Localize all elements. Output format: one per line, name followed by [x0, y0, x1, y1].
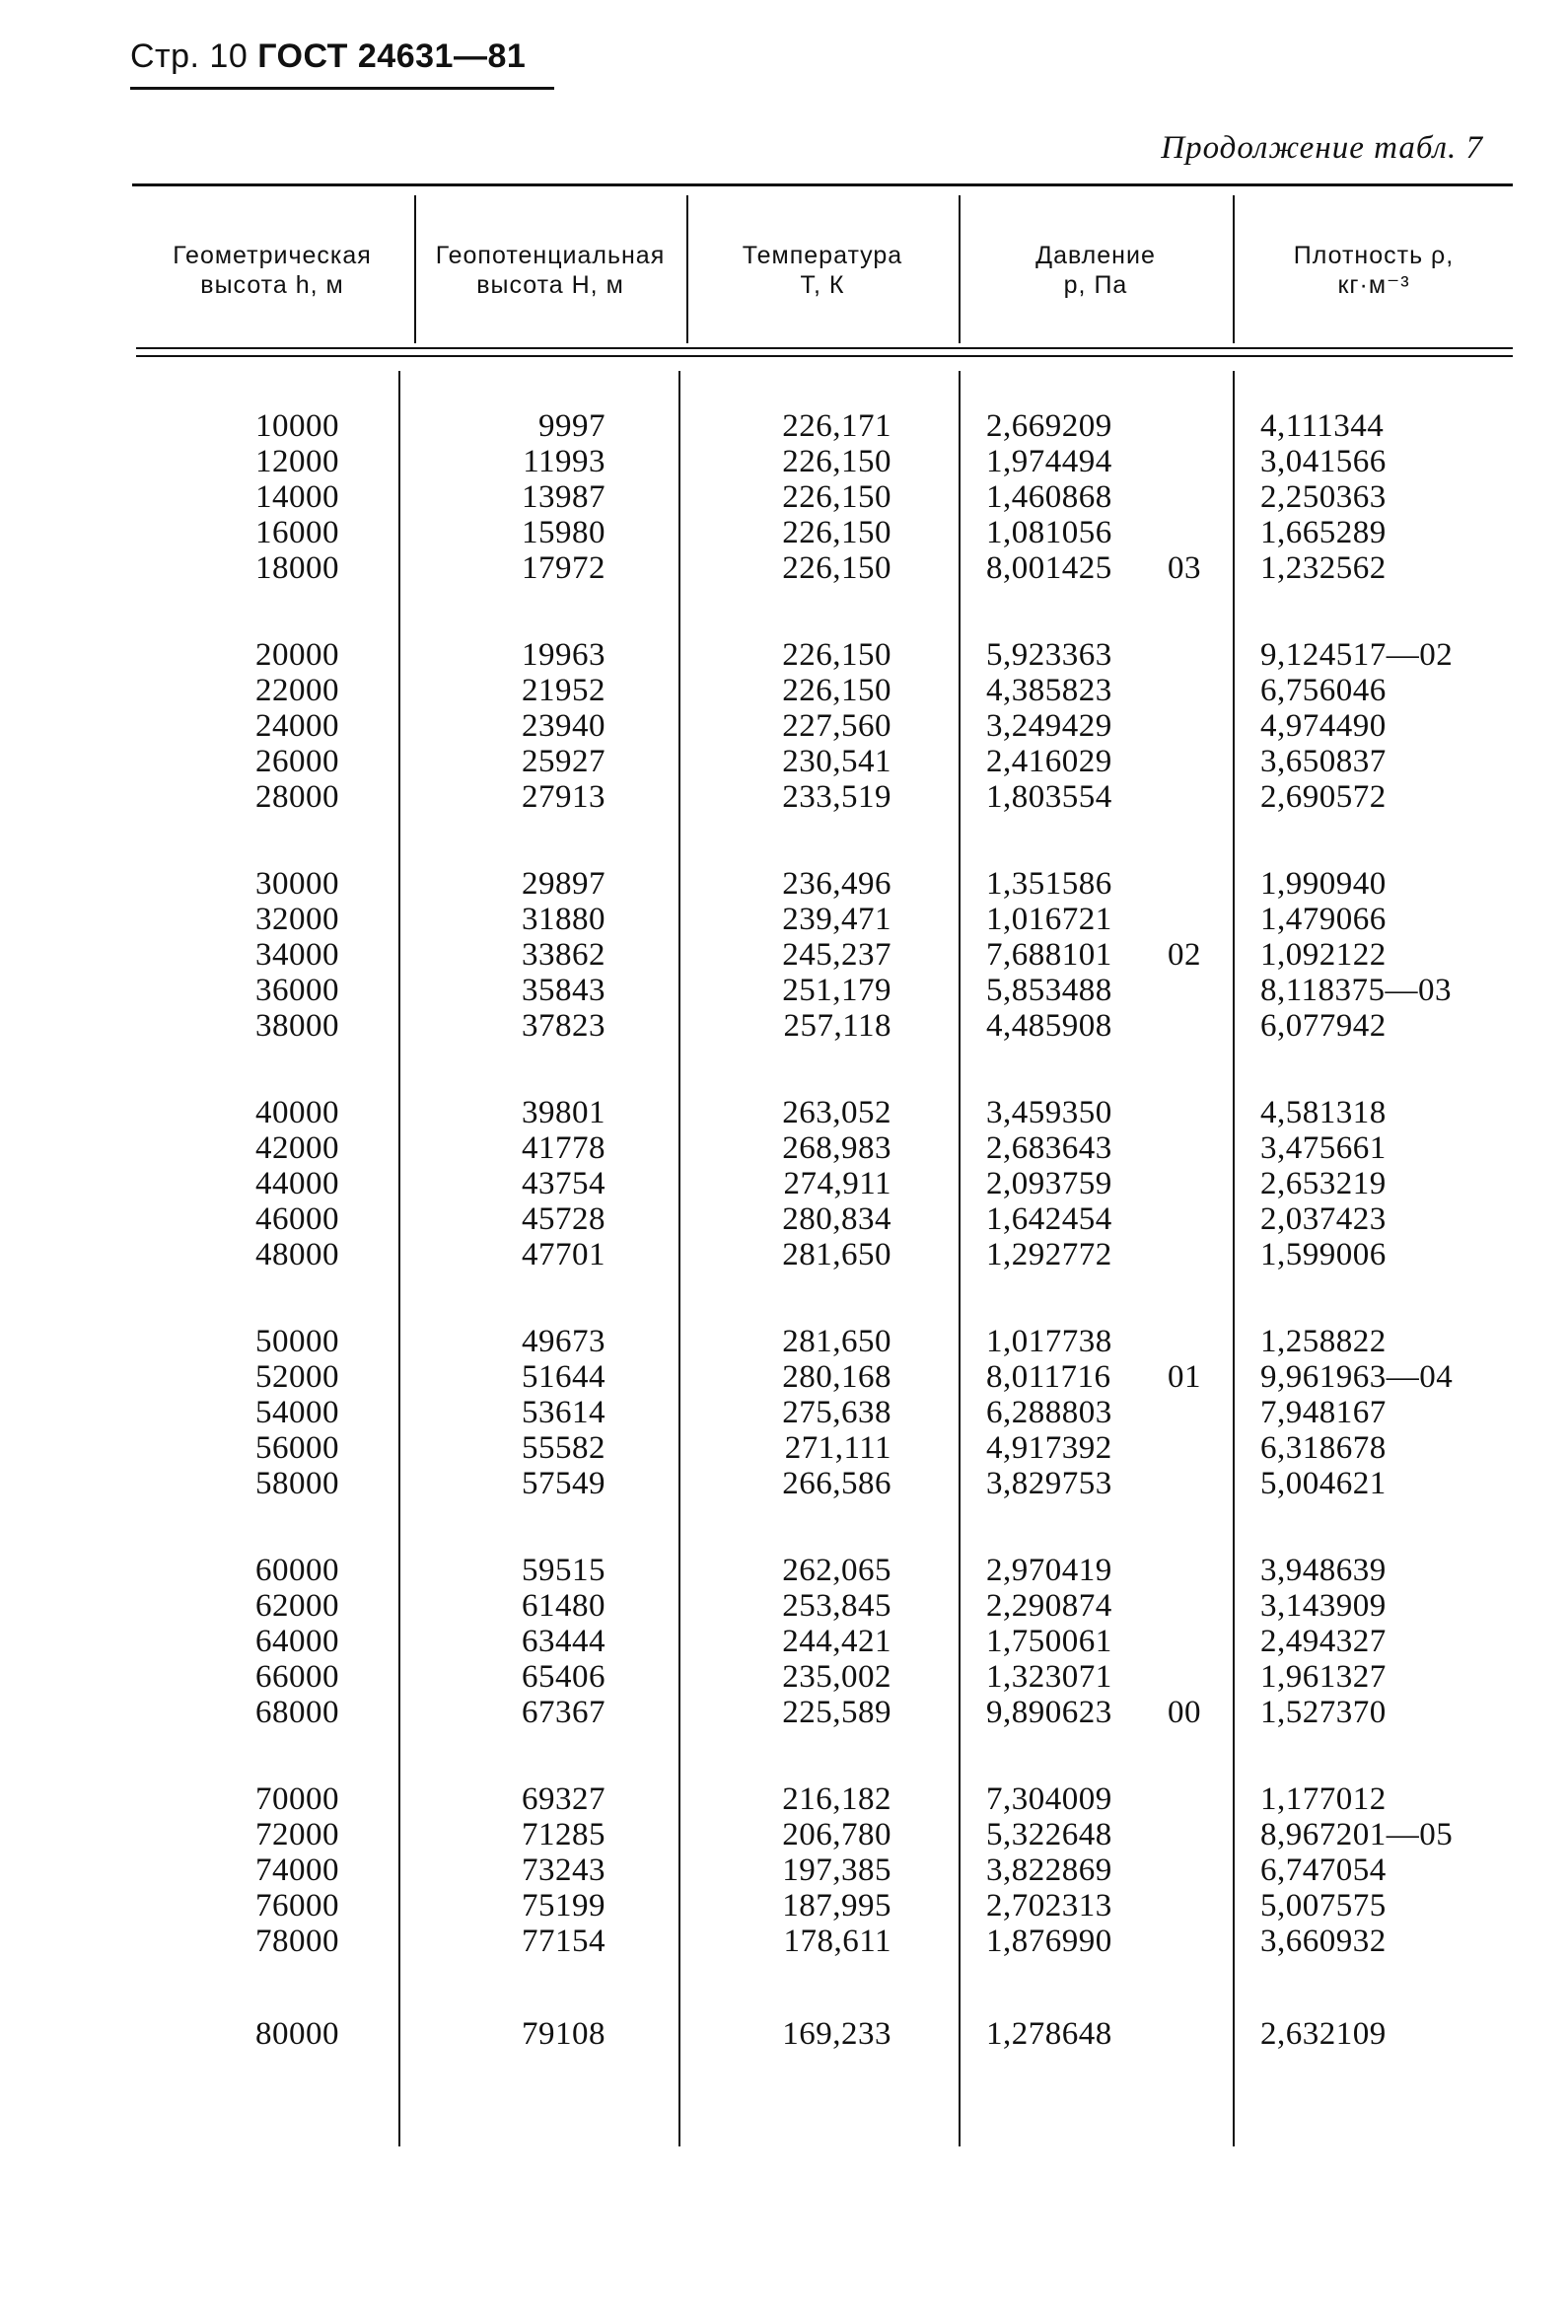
cell-density: 3,041566	[1260, 444, 1387, 479]
cell-temperature: 253,845	[782, 1588, 891, 1624]
cell-pressure: 2,669209	[986, 408, 1112, 444]
header-p-line1: Давление	[1035, 242, 1156, 269]
cell-density: 1,599006	[1260, 1237, 1387, 1272]
cell-density: 3,948639	[1260, 1553, 1387, 1588]
cell-temperature: 262,065	[782, 1553, 891, 1588]
cell-geopotential-altitude: 77154	[522, 1924, 606, 1959]
cell-geometric-altitude: 24000	[255, 708, 339, 744]
cell-pressure-exponent: 00	[1168, 1695, 1201, 1730]
cell-temperature: 239,471	[782, 902, 891, 937]
cell-geometric-altitude: 76000	[255, 1888, 339, 1924]
cell-geopotential-altitude: 19963	[522, 637, 606, 673]
cell-temperature: 245,237	[782, 937, 891, 973]
cell-density: 6,756046	[1260, 673, 1387, 708]
cell-temperature: 169,233	[782, 2016, 891, 2052]
cell-density: 2,494327	[1260, 1624, 1387, 1659]
cell-pressure-exponent: 02	[1168, 937, 1201, 973]
cell-pressure: 1,974494	[986, 444, 1112, 479]
cell-geopotential-altitude: 45728	[522, 1201, 606, 1237]
cell-density: 8,967201—05	[1260, 1817, 1454, 1852]
cell-pressure: 1,351586	[986, 866, 1112, 902]
cell-geometric-altitude: 54000	[255, 1395, 339, 1430]
cell-geometric-altitude: 32000	[255, 902, 339, 937]
cell-geopotential-altitude: 15980	[522, 515, 606, 550]
header-bottom-rule-double	[136, 355, 1513, 357]
cell-geometric-altitude: 64000	[255, 1624, 339, 1659]
table-top-rule	[132, 183, 1513, 186]
cell-temperature: 251,179	[782, 973, 891, 1008]
cell-pressure-exponent: 03	[1168, 550, 1201, 586]
cell-pressure: 4,917392	[986, 1430, 1112, 1466]
cell-geopotential-altitude: 55582	[522, 1430, 606, 1466]
cell-pressure: 9,890623	[986, 1695, 1112, 1730]
cell-geometric-altitude: 18000	[255, 550, 339, 586]
cell-pressure: 8,001425	[986, 550, 1112, 586]
cell-pressure: 1,460868	[986, 479, 1112, 515]
cell-geopotential-altitude: 59515	[522, 1553, 606, 1588]
cell-pressure: 1,017738	[986, 1324, 1112, 1359]
cell-pressure: 5,322648	[986, 1817, 1112, 1852]
cell-geometric-altitude: 44000	[255, 1166, 339, 1201]
cell-pressure: 2,702313	[986, 1888, 1112, 1924]
standard-number: ГОСТ 24631—81	[257, 37, 527, 75]
cell-pressure: 2,290874	[986, 1588, 1112, 1624]
cell-temperature: 226,171	[782, 408, 891, 444]
cell-pressure: 5,853488	[986, 973, 1112, 1008]
cell-temperature: 274,911	[783, 1166, 891, 1201]
cell-temperature: 257,118	[783, 1008, 891, 1044]
header-geometric-altitude	[132, 241, 412, 300]
cell-geopotential-altitude: 79108	[522, 2016, 606, 2052]
cell-pressure: 1,876990	[986, 1924, 1112, 1959]
cell-geopotential-altitude: 25927	[522, 744, 606, 779]
cell-temperature: 233,519	[782, 779, 891, 815]
cell-pressure: 2,683643	[986, 1130, 1112, 1166]
cell-geometric-altitude: 56000	[255, 1430, 339, 1466]
column-divider	[398, 371, 400, 2146]
cell-temperature: 226,150	[782, 479, 891, 515]
cell-geometric-altitude: 22000	[255, 673, 339, 708]
cell-geopotential-altitude: 73243	[522, 1852, 606, 1888]
cell-temperature: 236,496	[782, 866, 891, 902]
cell-temperature: 281,650	[782, 1237, 891, 1272]
cell-temperature: 216,182	[782, 1781, 891, 1817]
cell-density: 2,250363	[1260, 479, 1387, 515]
header-H-line2: высота H, м	[476, 271, 624, 299]
cell-pressure: 3,829753	[986, 1466, 1112, 1501]
cell-density: 3,650837	[1260, 744, 1387, 779]
cell-density: 6,077942	[1260, 1008, 1387, 1044]
cell-density: 2,037423	[1260, 1201, 1387, 1237]
cell-geometric-altitude: 46000	[255, 1201, 339, 1237]
header-T-line2: T, К	[800, 271, 845, 299]
cell-geometric-altitude: 52000	[255, 1359, 339, 1395]
cell-geopotential-altitude: 57549	[522, 1466, 606, 1501]
cell-geometric-altitude: 14000	[255, 479, 339, 515]
cell-geopotential-altitude: 63444	[522, 1624, 606, 1659]
header-rho-line1: Плотность ρ,	[1293, 242, 1455, 269]
cell-temperature: 226,150	[782, 515, 891, 550]
cell-temperature: 235,002	[782, 1659, 891, 1695]
cell-density: 6,318678	[1260, 1430, 1387, 1466]
atmosphere-table	[132, 183, 1513, 2156]
cell-pressure: 3,459350	[986, 1095, 1112, 1130]
cell-density: 1,990940	[1260, 866, 1387, 902]
cell-geometric-altitude: 68000	[255, 1695, 339, 1730]
cell-temperature: 280,168	[782, 1359, 891, 1395]
cell-pressure: 1,803554	[986, 779, 1112, 815]
cell-geopotential-altitude: 47701	[522, 1237, 606, 1272]
cell-density: 1,665289	[1260, 515, 1387, 550]
cell-pressure: 4,385823	[986, 673, 1112, 708]
cell-geometric-altitude: 60000	[255, 1553, 339, 1588]
page-header	[130, 37, 526, 76]
cell-temperature: 268,983	[782, 1130, 891, 1166]
cell-geopotential-altitude: 17972	[522, 550, 606, 586]
cell-geopotential-altitude: 35843	[522, 973, 606, 1008]
header-rule	[130, 87, 554, 90]
cell-density: 4,111344	[1260, 408, 1385, 444]
cell-geometric-altitude: 66000	[255, 1659, 339, 1695]
cell-temperature: 275,638	[782, 1395, 891, 1430]
cell-density: 9,124517—02	[1260, 637, 1454, 673]
cell-geopotential-altitude: 23940	[522, 708, 606, 744]
cell-density: 6,747054	[1260, 1852, 1387, 1888]
cell-geopotential-altitude: 37823	[522, 1008, 606, 1044]
cell-temperature: 266,586	[782, 1466, 891, 1501]
cell-geopotential-altitude: 61480	[522, 1588, 606, 1624]
cell-geopotential-altitude: 31880	[522, 902, 606, 937]
cell-geometric-altitude: 30000	[255, 866, 339, 902]
cell-pressure: 1,323071	[986, 1659, 1112, 1695]
cell-geopotential-altitude: 69327	[522, 1781, 606, 1817]
cell-pressure: 3,822869	[986, 1852, 1112, 1888]
cell-density: 5,004621	[1260, 1466, 1387, 1501]
cell-geopotential-altitude: 33862	[522, 937, 606, 973]
cell-geopotential-altitude: 11993	[523, 444, 606, 479]
cell-geopotential-altitude: 71285	[522, 1817, 606, 1852]
cell-geometric-altitude: 16000	[255, 515, 339, 550]
cell-temperature: 225,589	[782, 1695, 891, 1730]
cell-geometric-altitude: 58000	[255, 1466, 339, 1501]
cell-pressure: 6,288803	[986, 1395, 1112, 1430]
cell-temperature: 226,150	[782, 550, 891, 586]
cell-geometric-altitude: 26000	[255, 744, 339, 779]
cell-density: 1,092122	[1260, 937, 1387, 973]
cell-temperature: 226,150	[782, 673, 891, 708]
cell-pressure: 1,750061	[986, 1624, 1112, 1659]
cell-geopotential-altitude: 53614	[522, 1395, 606, 1430]
header-h-line1: Геометрическая	[173, 242, 372, 269]
cell-geopotential-altitude: 49673	[522, 1324, 606, 1359]
cell-geopotential-altitude: 51644	[522, 1359, 606, 1395]
cell-geopotential-altitude: 21952	[522, 673, 606, 708]
cell-density: 3,660932	[1260, 1924, 1387, 1959]
cell-pressure: 7,304009	[986, 1781, 1112, 1817]
cell-geopotential-altitude: 67367	[522, 1695, 606, 1730]
cell-density: 1,177012	[1260, 1781, 1387, 1817]
cell-geopotential-altitude: 27913	[522, 779, 606, 815]
cell-geometric-altitude: 62000	[255, 1588, 339, 1624]
cell-density: 1,479066	[1260, 902, 1387, 937]
header-rho-line2: кг·м⁻³	[1337, 271, 1410, 299]
cell-geometric-altitude: 40000	[255, 1095, 339, 1130]
cell-pressure: 2,416029	[986, 744, 1112, 779]
header-temperature	[688, 241, 957, 300]
cell-pressure: 1,016721	[986, 902, 1112, 937]
cell-temperature: 226,150	[782, 444, 891, 479]
cell-density: 3,143909	[1260, 1588, 1387, 1624]
cell-temperature: 178,611	[783, 1924, 891, 1959]
cell-density: 7,948167	[1260, 1395, 1387, 1430]
cell-temperature: 244,421	[782, 1624, 891, 1659]
cell-pressure: 3,249429	[986, 708, 1112, 744]
cell-geometric-altitude: 38000	[255, 1008, 339, 1044]
header-bottom-rule	[136, 347, 1513, 349]
header-T-line1: Температура	[742, 242, 903, 269]
cell-geopotential-altitude: 43754	[522, 1166, 606, 1201]
cell-geopotential-altitude: 13987	[522, 479, 606, 515]
cell-geometric-altitude: 42000	[255, 1130, 339, 1166]
column-divider	[959, 371, 961, 2146]
column-divider	[678, 371, 680, 2146]
cell-geopotential-altitude: 41778	[522, 1130, 606, 1166]
cell-geometric-altitude: 70000	[255, 1781, 339, 1817]
cell-density: 8,118375—03	[1260, 973, 1453, 1008]
cell-geometric-altitude: 48000	[255, 1237, 339, 1272]
header-geopotential-altitude	[416, 241, 684, 300]
header-h-line2: высота h, м	[200, 271, 344, 299]
cell-density: 1,258822	[1260, 1324, 1387, 1359]
cell-temperature: 187,995	[782, 1888, 891, 1924]
cell-pressure: 7,688101	[986, 937, 1112, 973]
cell-geopotential-altitude: 65406	[522, 1659, 606, 1695]
cell-pressure: 1,642454	[986, 1201, 1112, 1237]
header-H-line1: Геопотенциальная	[435, 242, 666, 269]
cell-density: 2,653219	[1260, 1166, 1387, 1201]
cell-density: 4,974490	[1260, 708, 1387, 744]
cell-density: 3,475661	[1260, 1130, 1387, 1166]
cell-geopotential-altitude: 9997	[538, 408, 606, 444]
cell-temperature: 230,541	[782, 744, 891, 779]
cell-geometric-altitude: 74000	[255, 1852, 339, 1888]
cell-geopotential-altitude: 39801	[522, 1095, 606, 1130]
cell-temperature: 281,650	[782, 1324, 891, 1359]
column-divider	[1233, 371, 1235, 2146]
header-p-line2: p, Па	[1063, 271, 1128, 299]
header-density	[1235, 241, 1513, 300]
cell-pressure: 5,923363	[986, 637, 1112, 673]
cell-geometric-altitude: 72000	[255, 1817, 339, 1852]
cell-density: 1,527370	[1260, 1695, 1387, 1730]
cell-geometric-altitude: 28000	[255, 779, 339, 815]
cell-density: 5,007575	[1260, 1888, 1387, 1924]
table-continuation-label: Продолжение табл. 7	[1161, 130, 1483, 166]
cell-density: 2,690572	[1260, 779, 1387, 815]
cell-density: 2,632109	[1260, 2016, 1387, 2052]
page-label: Стр. 10	[130, 37, 249, 75]
cell-pressure: 8,011716	[986, 1359, 1111, 1395]
cell-pressure-exponent: 01	[1168, 1359, 1201, 1395]
cell-pressure: 2,093759	[986, 1166, 1112, 1201]
cell-density: 4,581318	[1260, 1095, 1387, 1130]
header-pressure	[961, 241, 1231, 300]
cell-geometric-altitude: 78000	[255, 1924, 339, 1959]
cell-geopotential-altitude: 75199	[522, 1888, 606, 1924]
cell-geometric-altitude: 12000	[255, 444, 339, 479]
cell-temperature: 280,834	[782, 1201, 891, 1237]
cell-pressure: 4,485908	[986, 1008, 1112, 1044]
cell-temperature: 226,150	[782, 637, 891, 673]
cell-pressure: 1,278648	[986, 2016, 1112, 2052]
cell-geometric-altitude: 36000	[255, 973, 339, 1008]
cell-geometric-altitude: 10000	[255, 408, 339, 444]
cell-pressure: 1,292772	[986, 1237, 1112, 1272]
cell-pressure: 1,081056	[986, 515, 1112, 550]
cell-density: 9,961963—04	[1260, 1359, 1454, 1395]
cell-temperature: 271,111	[784, 1430, 891, 1466]
cell-density: 1,232562	[1260, 550, 1387, 586]
cell-geometric-altitude: 80000	[255, 2016, 339, 2052]
cell-geopotential-altitude: 29897	[522, 866, 606, 902]
cell-temperature: 263,052	[782, 1095, 891, 1130]
cell-temperature: 197,385	[782, 1852, 891, 1888]
cell-density: 1,961327	[1260, 1659, 1387, 1695]
cell-geometric-altitude: 50000	[255, 1324, 339, 1359]
cell-temperature: 206,780	[782, 1817, 891, 1852]
cell-geometric-altitude: 20000	[255, 637, 339, 673]
cell-geometric-altitude: 34000	[255, 937, 339, 973]
cell-temperature: 227,560	[782, 708, 891, 744]
cell-pressure: 2,970419	[986, 1553, 1112, 1588]
